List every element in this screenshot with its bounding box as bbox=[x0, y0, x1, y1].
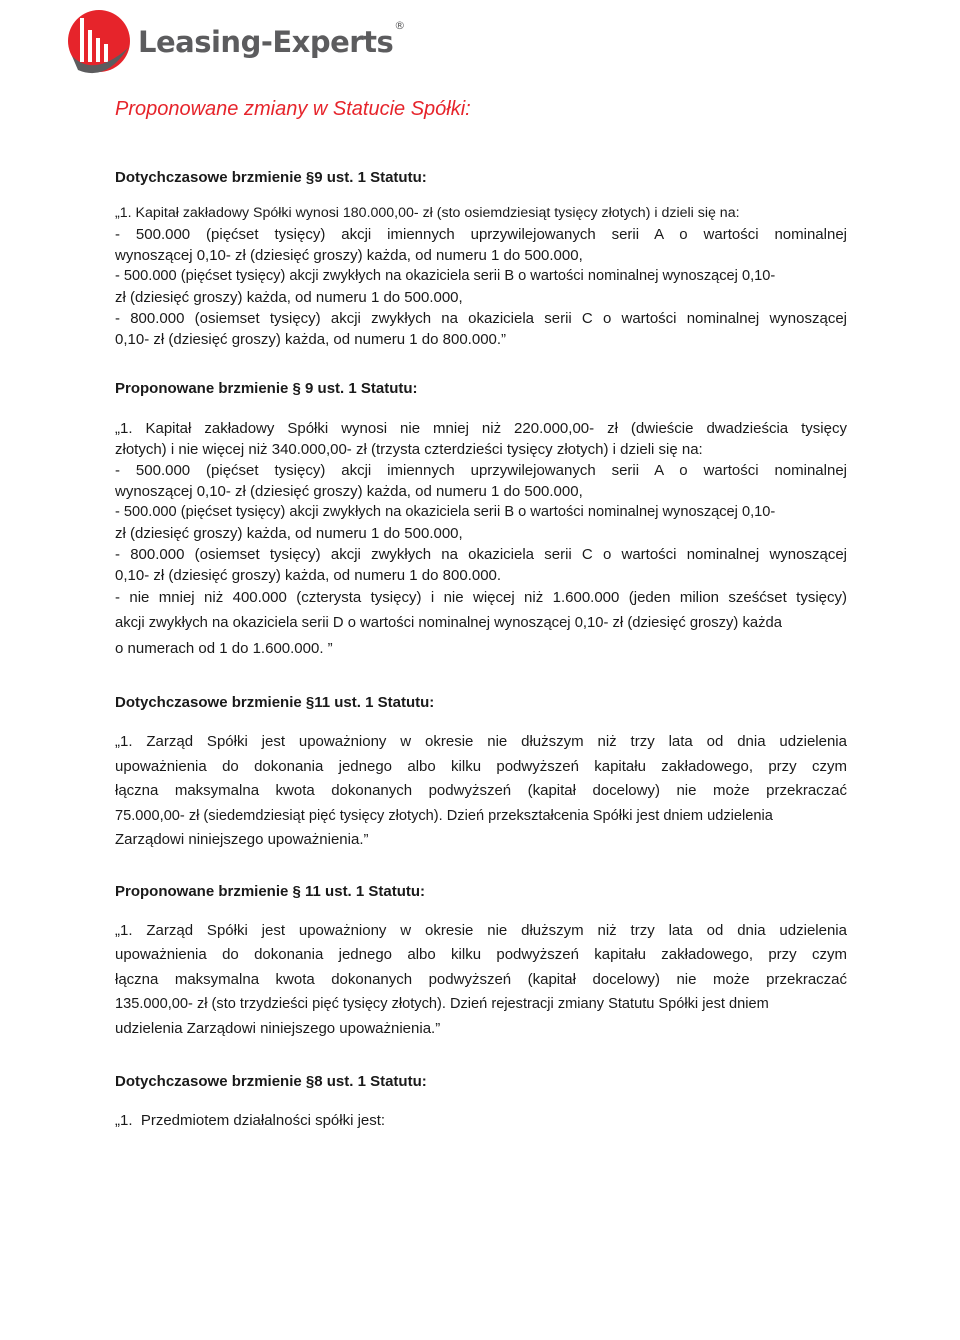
logo-wordmark bbox=[138, 19, 405, 59]
section-11-current bbox=[115, 692, 847, 853]
text-line: udzielenia Zarządowi niniejszego upoważnienia.” bbox=[115, 1019, 441, 1037]
document-body bbox=[115, 94, 847, 1134]
text-line: 135.000,00- zł (sto trzydzieści pięć tysięcy złotych). Dzień rejestracji zmiany Statutu Spółki jest dniem bbox=[115, 996, 769, 1012]
text-line: „1. Kapitał zakładowy Spółki wynosi 180.000,00- zł (sto osiemdziesiąt tysięcy złotych) i dzieli się na: bbox=[115, 205, 740, 221]
section-text bbox=[115, 418, 847, 662]
text-line: upoważnienia do dokonania jednego albo kilku podwyższeń kapitału zakładowego, przy czym bbox=[115, 946, 847, 963]
section-heading: Proponowane brzmienie § 9 ust. 1 Statutu: bbox=[115, 380, 418, 397]
logo-wordmark-text: Leasing-Experts bbox=[138, 25, 394, 59]
text-line: - 800.000 (osiemset tysięcy) akcji zwykłych na okaziciela serii C o wartości nominalnej wynoszącej bbox=[115, 310, 847, 327]
text-line: akcji zwykłych na okaziciela serii D o wartości nominalnej wynoszącej 0,10- zł (dziesięć groszy) każda bbox=[115, 615, 782, 631]
text-line: - 500.000 (pięćset tysięcy) akcji zwykłych na okaziciela serii B o wartości nominalnej wynoszącej 0,10- bbox=[115, 504, 776, 520]
text-line: łączna maksymalna kwota dokonanych podwyższeń (kapitał docelowy) nie może przekraczać bbox=[115, 782, 847, 799]
section-text bbox=[115, 730, 847, 853]
text-line: „1. Zarząd Spółki jest upoważniony w okresie nie dłuższym niż trzy lata od dnia udzielenia bbox=[115, 733, 847, 750]
section-9-proposed bbox=[115, 378, 847, 662]
text-line: - 800.000 (osiemset tysięcy) akcji zwykłych na okaziciela serii C o wartości nominalnej wynoszącej bbox=[115, 546, 847, 563]
text-line: złotych) i nie więcej niż 340.000,00- zł (trzysta czterdzieści tysięcy złotych) i dzieli się na: bbox=[115, 441, 703, 458]
text-line: - 500.000 (pięćset tysięcy) akcji zwykłych na okaziciela serii B o wartości nominalnej wynoszącej 0,10- bbox=[115, 268, 776, 284]
section-8-current bbox=[115, 1071, 847, 1134]
section-11-proposed bbox=[115, 881, 847, 1042]
section-heading: Proponowane brzmienie § 11 ust. 1 Statutu: bbox=[115, 882, 426, 900]
text-line: wynoszącej 0,10- zł (dziesięć groszy) każda, od numeru 1 do 500.000, bbox=[115, 483, 583, 500]
text-line: - 500.000 (pięćset tysięcy) akcji imiennych uprzywilejowanych serii A o wartości nominalnej bbox=[115, 462, 847, 479]
text-line: 0,10- zł (dziesięć groszy) każda, od numeru 1 do 800.000.” bbox=[115, 331, 507, 348]
section-text bbox=[115, 919, 847, 1042]
text-line: „1. Przedmiotem działalności spółki jest: bbox=[115, 1112, 386, 1129]
text-line: o numerach od 1 do 1.600.000. ” bbox=[115, 640, 333, 657]
text-line: 0,10- zł (dziesięć groszy) każda, od numeru 1 do 800.000. bbox=[115, 567, 502, 584]
logo-registered-mark: ® bbox=[394, 19, 405, 32]
section-heading: Dotychczasowe brzmienie §11 ust. 1 Statutu: bbox=[115, 694, 435, 711]
text-line: - nie mniej niż 400.000 (czterysta tysięcy) i nie więcej niż 1.600.000 (jeden milion sześćset tysięcy) bbox=[115, 589, 847, 606]
section-heading: Dotychczasowe brzmienie §8 ust. 1 Statutu: bbox=[115, 1073, 427, 1090]
text-line: „1. Kapitał zakładowy Spółki wynosi nie mniej niż 220.000,00- zł (dwieście dwadzieścia tysięcy bbox=[115, 420, 847, 437]
section-text bbox=[115, 1109, 847, 1134]
text-line: - 500.000 (pięćset tysięcy) akcji imiennych uprzywilejowanych serii A o wartości nominalnej bbox=[115, 226, 847, 243]
text-line: upoważnienia do dokonania jednego albo kilku podwyższeń kapitału zakładowego, przy czym bbox=[115, 757, 847, 775]
text-line: „1. Zarząd Spółki jest upoważniony w okresie nie dłuższym niż trzy lata od dnia udzielenia bbox=[115, 921, 847, 939]
text-line: 75.000,00- zł (siedemdziesiąt pięć tysięcy złotych). Dzień przekształcenia Spółki jest dniem udzielenia bbox=[115, 807, 773, 824]
logo-emblem-icon bbox=[66, 8, 134, 82]
text-line: Zarządowi niniejszego upoważnienia.” bbox=[115, 831, 369, 848]
section-9-current bbox=[115, 167, 847, 350]
text-line: wynoszącej 0,10- zł (dziesięć groszy) każda, od numeru 1 do 500.000, bbox=[115, 247, 583, 264]
text-line: zł (dziesięć groszy) każda, od numeru 1 do 500.000, bbox=[115, 525, 463, 542]
text-line: łączna maksymalna kwota dokonanych podwyższeń (kapitał docelowy) nie może przekraczać bbox=[115, 970, 847, 988]
section-heading: Dotychczasowe brzmienie §9 ust. 1 Statutu: bbox=[115, 169, 427, 186]
company-logo bbox=[66, 8, 405, 82]
text-line: zł (dziesięć groszy) każda, od numeru 1 do 500.000, bbox=[115, 289, 463, 306]
document-title: Proponowane zmiany w Statucie Spółki: bbox=[115, 98, 471, 120]
section-text bbox=[115, 203, 847, 350]
